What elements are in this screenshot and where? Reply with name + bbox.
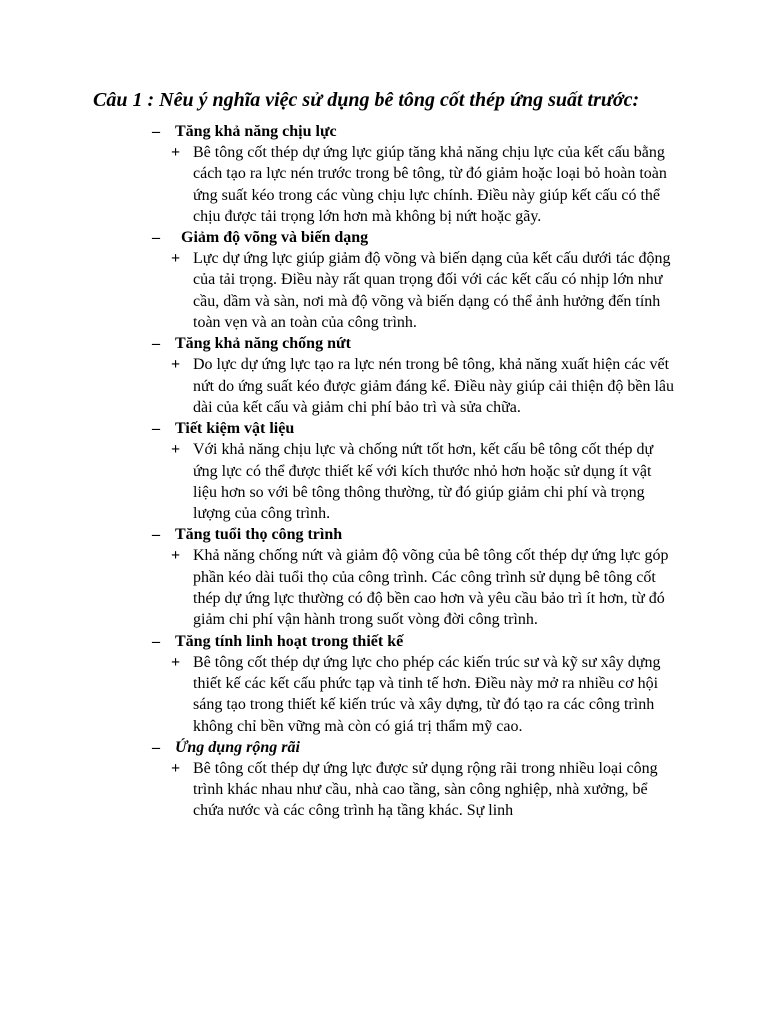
section-wide-application <box>0 737 768 822</box>
section-heading <box>0 524 768 545</box>
dash-marker: – <box>152 229 160 247</box>
bullet-text: Do lực dự ứng lực tạo ra lực nén trong bê tông, khả năng xuất hiện các vết nứt do ứng suất kéo được giảm đáng kể. Điều này giúp cải thiện độ bền lâu dài của kết cấu và giảm chi phí bảo trì và sửa chữa. <box>193 356 675 416</box>
bullet-text: Bê tông cốt thép dự ứng lực được sử dụng rộng rãi trong nhiều loại công trình khác nhau như cầu, nhà cao tầng, sàn công nghiệp, nhà xưởng, bể chứa nước và các công trình hạ tầng khác. Sự linh <box>193 759 658 820</box>
plus-bullet-icon: + <box>171 441 181 459</box>
dash-marker: – <box>152 420 160 438</box>
plus-bullet-icon: + <box>171 144 181 161</box>
section-heading-text: Tăng khả năng chịu lực <box>175 123 337 140</box>
section-design-flexibility <box>0 631 768 737</box>
plus-bullet-icon: + <box>171 356 181 374</box>
page-title: Câu 1 : Nêu ý nghĩa việc sử dụng bê tông cốt thép ứng suất trước: <box>93 89 640 111</box>
plus-bullet-icon: + <box>171 250 181 268</box>
bullet-item <box>0 758 675 822</box>
bullet-text: Lực dự ứng lực giúp giảm độ võng và biến dạng của kết cấu dưới tác động của tải trọng. Điều này rất quan trọng đối với các kết cấu có nhịp lớn như cầu, dầm và sàn, nơi mà độ võng và biến dạng có thể ảnh hưởng đến tính toàn vẹn và an toàn của công trình. <box>193 250 671 332</box>
dash-marker: – <box>152 335 160 353</box>
bullet-text: Bê tông cốt thép dự ứng lực cho phép các kiến trúc sư và kỹ sư xây dựng thiết kế các kết cấu phức tạp và tinh tế hơn. Điều này mở ra nhiều cơ hội sáng tạo trong thiết kế kiến trúc và xây dựng, từ đó tạo ra các công trình không chỉ bền vững mà còn có giá trị thẩm mỹ cao. <box>193 653 661 735</box>
section-material-saving <box>0 418 768 524</box>
section-load-capacity <box>0 121 768 227</box>
section-heading <box>0 418 768 439</box>
section-heading-text: Tăng khả năng chống nứt <box>175 335 351 353</box>
dash-marker: – <box>152 526 160 544</box>
section-heading <box>0 737 768 758</box>
section-heading <box>0 121 768 142</box>
section-heading-text: Giảm độ võng và biến dạng <box>181 229 369 247</box>
section-heading <box>0 631 768 652</box>
section-heading <box>0 333 768 354</box>
bullet-item <box>0 652 675 737</box>
section-heading-text: Tăng tính linh hoạt trong thiết kế <box>175 632 404 650</box>
bullet-text: Khả năng chống nứt và giảm độ võng của bê tông cốt thép dự ứng lực góp phần kéo dài tuổi thọ của công trình. Các công trình sử dụng bê tông cốt thép dự ứng lực thường có độ bền cao hơn và yêu cầu bảo trì ít hơn, từ đó giảm chi phí vận hành trong suốt vòng đời công trình. <box>193 547 669 629</box>
dash-marker: – <box>152 632 160 650</box>
section-heading <box>0 227 768 248</box>
plus-bullet-icon: + <box>171 759 181 777</box>
bullet-text: Bê tông cốt thép dự ứng lực giúp tăng khả năng chịu lực của kết cấu bằng cách tạo ra lực nén trước trong bê tông, từ đó giảm hoặc loại bỏ hoàn toàn ứng suất kéo trong các vùng chịu lực chính. Điều này giúp kết cấu có thể chịu được tải trọng lớn hơn mà không bị nứt hoặc gãy. <box>193 144 667 225</box>
dash-marker: – <box>152 123 160 140</box>
section-heading-text: Tiết kiệm vật liệu <box>175 420 295 438</box>
bullet-item <box>0 248 675 333</box>
section-deflection <box>0 227 768 333</box>
plus-bullet-icon: + <box>171 547 181 565</box>
bullet-item <box>0 439 675 524</box>
bullet-text: Với khả năng chịu lực và chống nứt tốt hơn, kết cấu bê tông cốt thép dự ứng lực có thể được thiết kế với kích thước nhỏ hơn hoặc sử dụng ít vật liệu hơn so với bê tông thông thường, từ đó giúp giảm chi phí và trọng lượng của công trình. <box>193 441 654 523</box>
bullet-item <box>0 545 675 630</box>
section-heading-text: Tăng tuổi thọ công trình <box>175 526 343 544</box>
section-crack-resistance <box>0 333 768 418</box>
section-heading-text: Ứng dụng rộng rãi <box>175 738 300 756</box>
bullet-item <box>0 142 675 227</box>
dash-marker: – <box>152 738 160 756</box>
document-body <box>0 121 768 822</box>
plus-bullet-icon: + <box>171 653 181 671</box>
section-service-life <box>0 524 768 630</box>
bullet-item <box>0 354 675 418</box>
